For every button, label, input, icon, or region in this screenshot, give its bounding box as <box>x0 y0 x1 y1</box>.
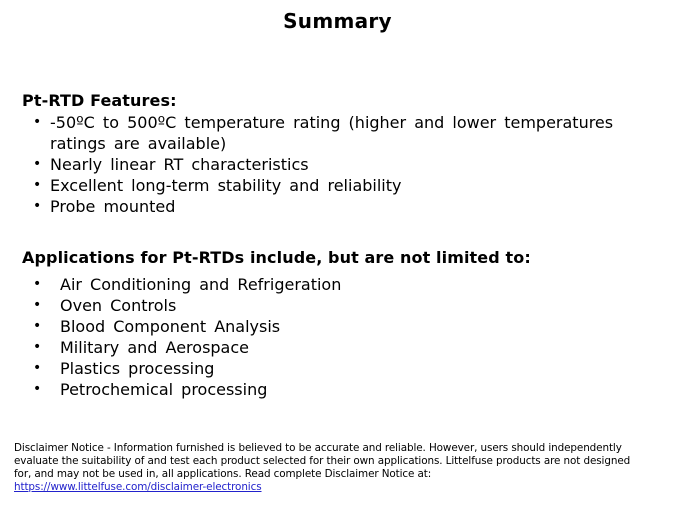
bullet-icon: • <box>33 114 42 130</box>
list-item <box>22 379 640 400</box>
applications-heading: Applications for Pt-RTDs include, but are not limited to: <box>22 248 531 267</box>
application-item-text: Air Conditioning and Refrigeration <box>60 275 342 294</box>
page-title: Summary <box>283 9 392 33</box>
bullet-icon: • <box>33 198 42 214</box>
bullet-icon: • <box>33 177 42 193</box>
list-item <box>22 196 640 217</box>
feature-item-text: -50ºC to 500ºC temperature rating (higher and lower temperatures ratings are available) <box>50 113 614 153</box>
feature-item-text: Nearly linear RT characteristics <box>50 155 309 174</box>
list-item <box>22 154 640 175</box>
list-item <box>22 274 640 295</box>
bullet-icon: • <box>33 339 42 355</box>
bullet-icon: • <box>33 276 42 292</box>
list-item <box>22 112 640 154</box>
application-item-text: Oven Controls <box>60 296 177 315</box>
applications-list <box>22 274 661 400</box>
disclaimer-line: evaluate the suitability of and test each product selected for their own applications. Littelfuse products are not designed <box>14 455 631 467</box>
applications-section <box>22 247 661 400</box>
bullet-icon: • <box>33 381 42 397</box>
application-item-text: Petrochemical processing <box>60 380 268 399</box>
application-item-text: Plastics processing <box>60 359 215 378</box>
disclaimer-notice <box>14 442 667 494</box>
disclaimer-line: for, and may not be used in, all applications. Read complete Disclaimer Notice at: <box>14 468 432 480</box>
features-section <box>22 90 661 217</box>
list-item <box>22 337 640 358</box>
disclaimer-link-line <box>14 481 667 494</box>
application-item-text: Blood Component Analysis <box>60 317 281 336</box>
list-item <box>22 295 640 316</box>
feature-item-text: Probe mounted <box>50 197 176 216</box>
disclaimer-link[interactable]: https://www.littelfuse.com/disclaimer-electronics <box>14 481 262 493</box>
feature-item-text: Excellent long-term stability and reliability <box>50 176 402 195</box>
list-item <box>22 358 640 379</box>
bullet-icon: • <box>33 156 42 172</box>
bullet-icon: • <box>33 297 42 313</box>
features-list <box>22 112 661 217</box>
list-item <box>22 316 640 337</box>
disclaimer-line: Disclaimer Notice - Information furnished is believed to be accurate and reliable. However, users should independently <box>14 442 622 454</box>
application-item-text: Military and Aerospace <box>60 338 249 357</box>
features-heading: Pt-RTD Features: <box>22 91 177 110</box>
bullet-icon: • <box>33 360 42 376</box>
list-item <box>22 175 640 196</box>
bullet-icon: • <box>33 318 42 334</box>
